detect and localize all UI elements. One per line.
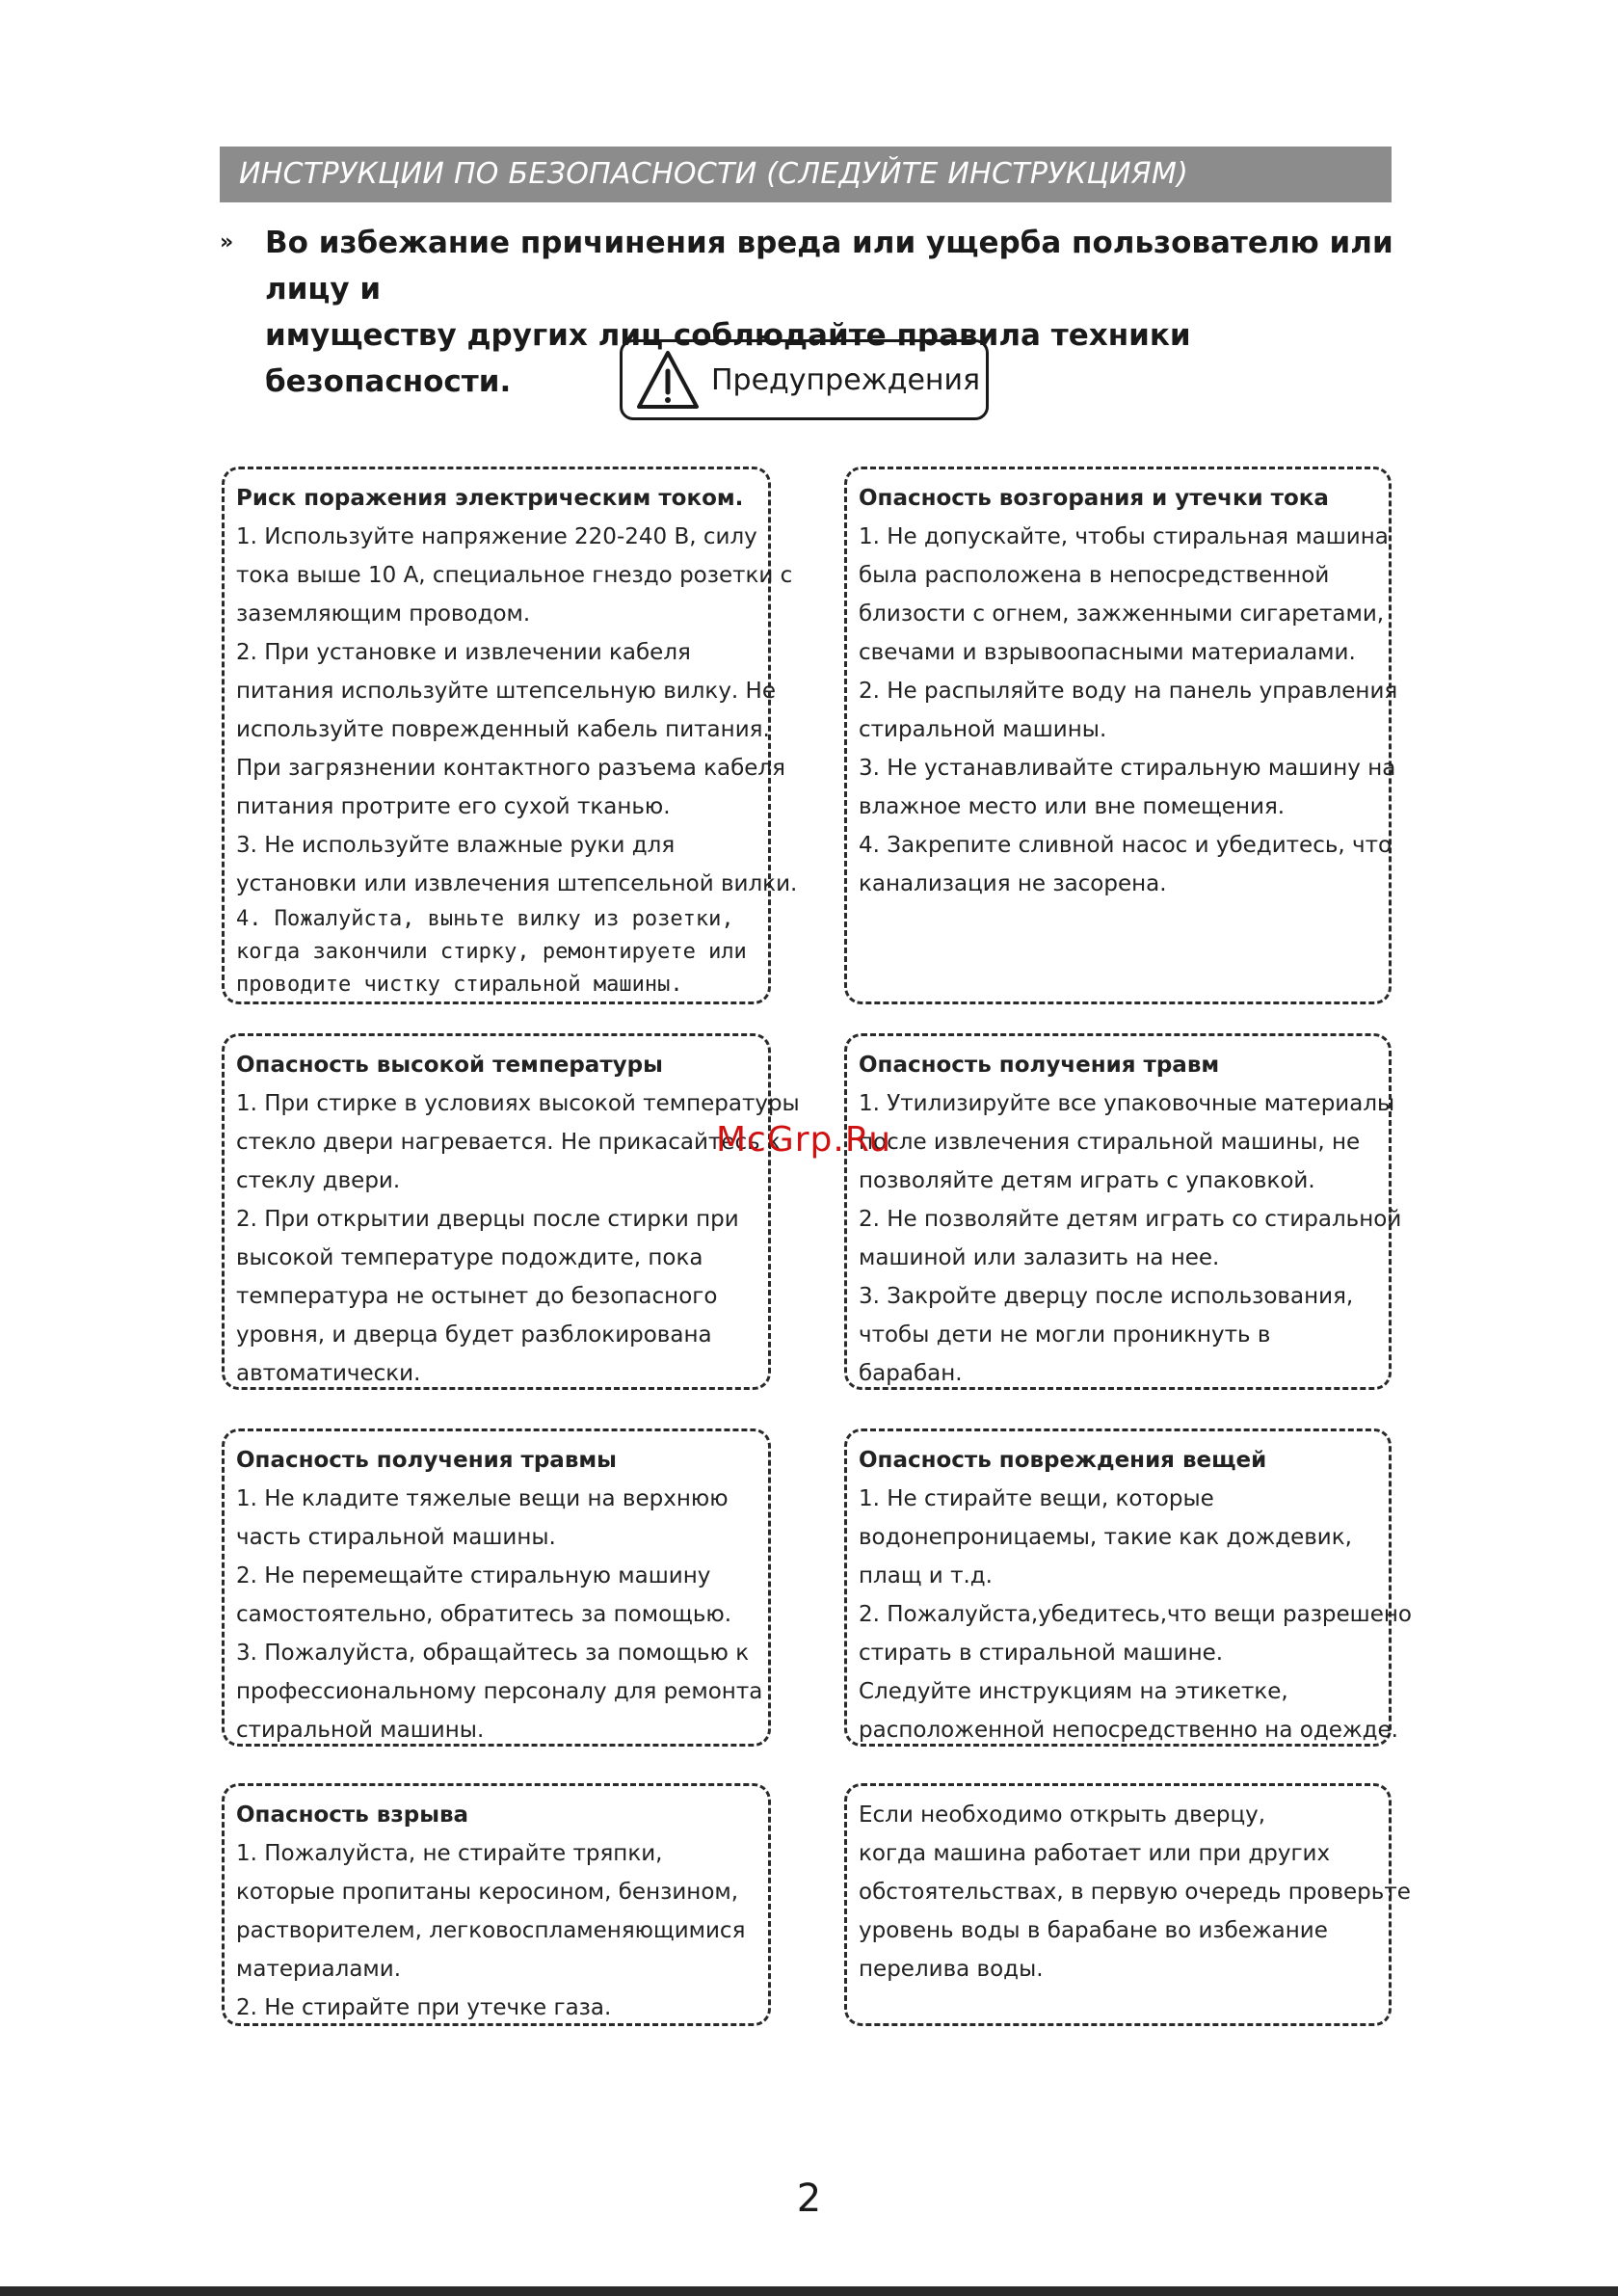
panel-line: 3. Закройте дверцу после использования, bbox=[859, 1284, 1354, 1309]
section-header: ИНСТРУКЦИИ ПО БЕЗОПАСНОСТИ (СЛЕДУЙТЕ ИНСТРУКЦИЯМ) bbox=[220, 147, 1392, 202]
intro-line-2: имуществу других лиц соблюдайте правила техники безопасности. bbox=[265, 318, 1191, 399]
panel-line: материалами. bbox=[236, 1957, 402, 1982]
panel-line: водонепроницаемы, такие как дождевик, bbox=[859, 1525, 1352, 1550]
panel-line: растворителем, легковоспламеняющимися bbox=[236, 1918, 746, 1943]
panel-line: стиральной машины. bbox=[236, 1718, 485, 1743]
panel-title: Риск поражения электрическим током. bbox=[236, 486, 744, 511]
panel-line: стеклу двери. bbox=[236, 1168, 401, 1193]
panel-item-damage bbox=[844, 1428, 1412, 1747]
panel-line: высокой температуре подождите, пока bbox=[236, 1245, 703, 1270]
panel-line: 1. Не стирайте вещи, которые bbox=[859, 1486, 1214, 1511]
panel-line: уровень воды в барабане во избежание bbox=[859, 1918, 1328, 1943]
panel-line: влажное место или вне помещения. bbox=[859, 794, 1286, 819]
panel-line: 3. Не устанавливайте стиральную машину на bbox=[859, 756, 1396, 781]
panel-line: 3. Не используйте влажные руки для bbox=[236, 833, 676, 858]
panel-electric-shock bbox=[222, 467, 798, 1004]
panel-line: 2. Не позволяйте детям играть со стиральной bbox=[859, 1207, 1402, 1232]
warning-label-box bbox=[620, 339, 989, 420]
panel-line: питания протрите его сухой тканью. bbox=[236, 794, 671, 819]
bottom-divider bbox=[0, 2286, 1618, 2296]
panel-line: позволяйте детям играть с упаковкой. bbox=[859, 1168, 1315, 1193]
panel-line: используйте поврежденный кабель питания. bbox=[236, 717, 770, 742]
panel-line: температура не остынет до безопасного bbox=[236, 1284, 718, 1309]
panel-line: 1. Не допускайте, чтобы стиральная машина bbox=[859, 524, 1389, 549]
panel-line: 2. Не перемещайте стиральную машину bbox=[236, 1563, 711, 1589]
panel-line: свечами и взрывоопасными материалами. bbox=[859, 640, 1356, 665]
panel-line: когда закончили стирку, ремонтируете или bbox=[236, 940, 747, 964]
panel-line: перелива воды. bbox=[859, 1957, 1044, 1982]
panel-line: Если необходимо открыть дверцу, bbox=[859, 1802, 1266, 1828]
panel-line: 1. Утилизируйте все упаковочные материалы bbox=[859, 1091, 1395, 1116]
panel-line: профессиональному персоналу для ремонта bbox=[236, 1679, 763, 1704]
panel-title: Опасность высокой температуры bbox=[236, 1053, 663, 1078]
intro-line-1: Во избежание причинения вреда или ущерба пользователю или лицу и bbox=[265, 226, 1393, 307]
panel-line: 2. Пожалуйста,убедитесь,что вещи разрешено bbox=[859, 1602, 1412, 1627]
panel-line: стиральной машины. bbox=[859, 717, 1107, 742]
panel-line: 2. Не распыляйте воду на панель управления bbox=[859, 679, 1398, 704]
page-number: 2 bbox=[796, 2176, 822, 2221]
panel-line: автоматически. bbox=[236, 1361, 421, 1386]
panel-line: 1. При стирке в условиях высокой температуры bbox=[236, 1091, 800, 1116]
panel-line: была расположена в непосредственной bbox=[859, 563, 1330, 588]
panel-line: проводите чистку стиральной машины. bbox=[236, 973, 683, 997]
panel-line: плащ и т.д. bbox=[859, 1563, 993, 1589]
watermark: McGrp.Ru bbox=[716, 1120, 892, 1160]
panel-line: стирать в стиральной машине. bbox=[859, 1641, 1224, 1666]
panel-title: Опасность возгорания и утечки тока bbox=[859, 486, 1329, 511]
panel-line: стекло двери нагревается. Не прикасайтесь к bbox=[236, 1130, 781, 1155]
panel-line: 2. При открытии дверцы после стирки при bbox=[236, 1207, 739, 1232]
double-chevron-icon: » bbox=[220, 230, 234, 254]
panel-line: самостоятельно, обратитесь за помощью. bbox=[236, 1602, 732, 1627]
panel-line: установки или извлечения штепсельной вилки. bbox=[236, 871, 798, 896]
panel-line: питания используйте штепсельную вилку. Не bbox=[236, 679, 776, 704]
panel-line: канализация не засорена. bbox=[859, 871, 1167, 896]
panel-line: 4. Пожалуйста, выньте вилку из розетки, bbox=[236, 907, 734, 931]
panel-line: 2. Не стирайте при утечке газа. bbox=[236, 1995, 612, 2020]
panel-line: тока выше 10 А, специальное гнездо розетки с bbox=[236, 563, 793, 588]
panel-injuries bbox=[844, 1033, 1402, 1390]
panel-line: 3. Пожалуйста, обращайтесь за помощью к bbox=[236, 1641, 750, 1666]
panel-injury bbox=[222, 1428, 771, 1747]
panel-line: которые пропитаны керосином, бензином, bbox=[236, 1880, 739, 1905]
panel-line: 2. При установке и извлечении кабеля bbox=[236, 640, 691, 665]
panel-title: Опасность получения травм bbox=[859, 1053, 1220, 1078]
panel-door-opening bbox=[844, 1783, 1411, 2026]
panel-title: Опасность получения травмы bbox=[236, 1448, 617, 1473]
panel-line: машиной или залазить на нее. bbox=[859, 1245, 1220, 1270]
panel-line: барабан. bbox=[859, 1361, 963, 1386]
panel-line: часть стиральной машины. bbox=[236, 1525, 556, 1550]
panel-title: Опасность повреждения вещей bbox=[859, 1448, 1267, 1473]
panel-line: Следуйте инструкциям на этикетке, bbox=[859, 1679, 1288, 1704]
warning-triangle-icon bbox=[636, 350, 700, 410]
panel-line: 1. Не кладите тяжелые вещи на верхнюю bbox=[236, 1486, 729, 1511]
panel-line: расположенной непосредственно на одежде. bbox=[859, 1718, 1398, 1743]
panel-line: 1. Используйте напряжение 220-240 В, силу bbox=[236, 524, 757, 549]
panel-high-temperature bbox=[222, 1033, 800, 1390]
panel-line: 4. Закрепите сливной насос и убедитесь, что bbox=[859, 833, 1393, 858]
warning-label: Предупреждения bbox=[711, 362, 981, 397]
panel-line: обстоятельствах, в первую очередь проверьте bbox=[859, 1880, 1411, 1905]
panel-line: после извлечения стиральной машины, не bbox=[859, 1130, 1361, 1155]
panel-title: Опасность взрыва bbox=[236, 1802, 469, 1828]
panel-line: уровня, и дверца будет разблокирована bbox=[236, 1322, 712, 1348]
panel-line: заземляющим проводом. bbox=[236, 601, 531, 627]
panel-line: При загрязнении контактного разъема кабеля bbox=[236, 756, 785, 781]
panel-line: близости с огнем, зажженными сигаретами, bbox=[859, 601, 1385, 627]
panel-fire-leakage bbox=[844, 467, 1398, 1004]
panel-line: чтобы дети не могли проникнуть в bbox=[859, 1322, 1271, 1348]
panel-explosion bbox=[222, 1783, 771, 2026]
panel-line: когда машина работает или при других bbox=[859, 1841, 1331, 1866]
panel-line: 1. Пожалуйста, не стирайте тряпки, bbox=[236, 1841, 663, 1866]
